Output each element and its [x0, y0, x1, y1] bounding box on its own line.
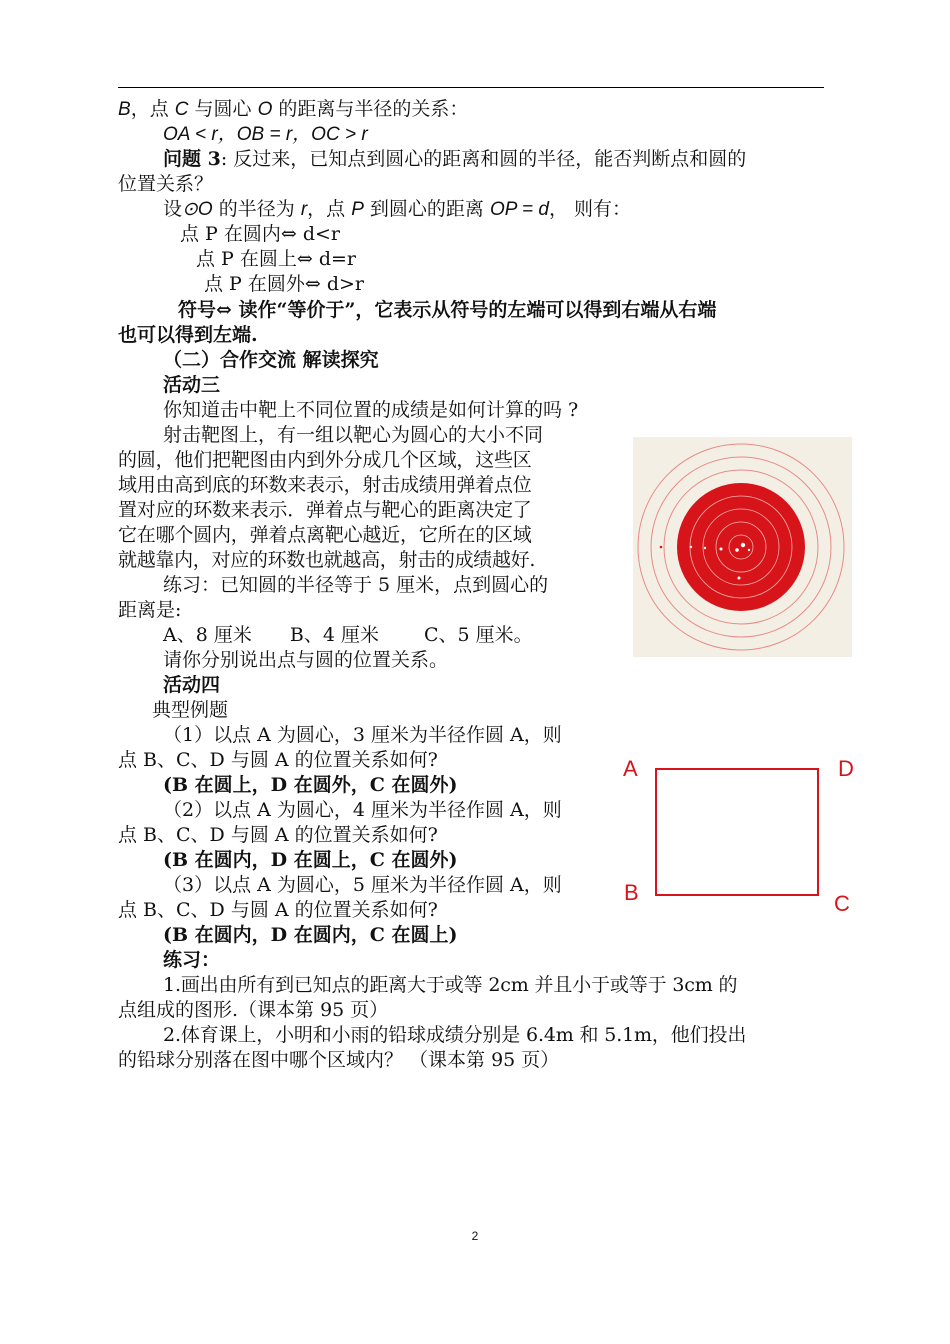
line-16: 域用由高到底的环数来表示，射击成绩用弹着点位: [118, 474, 532, 496]
line-15: 的圆，他们把靶图由内到外分成几个区域，这些区: [118, 449, 532, 471]
line-17: 置对应的环数来表示．弹着点与靶心的距离决定了: [118, 499, 532, 521]
example-3: （3）以点 A 为圆心，5 厘米为半径作圆 A，则: [163, 874, 562, 896]
choice-a: A、8 厘米: [163, 624, 252, 646]
question-3: 问题 3: 反过来，已知点到圆心的距离和圆的半径，能否判断点和圆的: [163, 148, 747, 170]
choice-b: B、4 厘米: [289, 624, 379, 646]
vertex-label-c: C: [834, 891, 850, 916]
line-21: 距离是:: [118, 599, 182, 621]
vertex-label-b: B: [624, 880, 639, 905]
example-1-cont: 点 B、C、D 与圆 A 的位置关系如何?: [118, 749, 438, 771]
choices-line: [163, 623, 533, 648]
exercise-1: 1.画出由所有到已知点的距离大于或等 2cm 并且小于或等于 3cm 的: [163, 974, 738, 996]
activity-3-heading: 活动三: [163, 374, 221, 396]
definition-line: 设⊙O 的半径为 r，点 P 到圆心的距离 OP = d， 则有：: [163, 198, 631, 220]
symbol-note-cont: 也可以得到左端.: [118, 324, 258, 346]
answer-3: (B 在圆内，D 在圆内，C 在圆上): [163, 924, 458, 946]
answer-1: (B 在圆上，D 在圆外，C 在圆外): [163, 774, 458, 796]
rectangle-abcd-figure: [617, 748, 864, 918]
distance-relation: OA < r，OB = r，OC > r: [163, 124, 368, 145]
vertex-label-d: D: [838, 756, 854, 781]
answer-2: (B 在圆内，D 在圆上，C 在圆外): [163, 849, 458, 871]
examples-heading: 典型例题: [152, 699, 229, 721]
symbol-note: 符号⇔ 读作“等价于”，它表示从符号的左端可以得到右端从右端: [178, 299, 717, 321]
inside-condition: 点 P 在圆内⇔ d<r: [180, 223, 340, 245]
on-condition: 点 P 在圆上⇔ d=r: [196, 248, 356, 270]
line-23: 请你分别说出点与圆的位置关系。: [163, 649, 449, 671]
line-14: 射击靶图上，有一组以靶心为圆心的大小不同: [163, 424, 544, 446]
exercise-heading: 练习：: [163, 949, 221, 971]
header-rule: [118, 87, 824, 88]
line-4: 位置关系？: [118, 173, 214, 195]
activity-4-heading: 活动四: [163, 674, 221, 696]
outside-condition: 点 P 在圆外⇔ d>r: [204, 273, 364, 295]
line-19: 就越靠内，对应的环数也就越高，射击的成绩越好.: [118, 549, 536, 571]
example-3-cont: 点 B、C、D 与圆 A 的位置关系如何?: [118, 899, 438, 921]
example-1: （1）以点 A 为圆心，3 厘米为半径作圆 A，则: [163, 724, 562, 746]
exercise-2: 2.体育课上，小明和小雨的铅球成绩分别是 6.4m 和 5.1m，他们投出: [163, 1024, 747, 1046]
exercise-1-cont: 点组成的图形.（课本第 95 页）: [118, 999, 389, 1021]
line-13: 你知道击中靶上不同位置的成绩是如何计算的吗 ?: [163, 399, 579, 421]
exercise-2-cont: 的铅球分别落在图中哪个区域内？ （课本第 95 页）: [118, 1049, 560, 1071]
example-2: （2）以点 A 为圆心，4 厘米为半径作圆 A，则: [163, 799, 562, 821]
section-heading: （二）合作交流 解读探究: [163, 349, 379, 371]
shooting-target-image: [633, 437, 852, 657]
choice-c: C、5 厘米。: [423, 624, 533, 646]
line-18: 它在哪个圆内，弹着点离靶心越近，它所在的区域: [118, 524, 532, 546]
line-1: B，点 C 与圆心 O 的距离与半径的关系：: [118, 98, 469, 120]
example-2-cont: 点 B、C、D 与圆 A 的位置关系如何?: [118, 824, 438, 846]
vertex-label-a: A: [623, 756, 638, 781]
exercise-line: 练习：已知圆的半径等于 5 厘米，点到圆心的: [163, 574, 549, 596]
page-number: 2: [471, 1229, 479, 1243]
